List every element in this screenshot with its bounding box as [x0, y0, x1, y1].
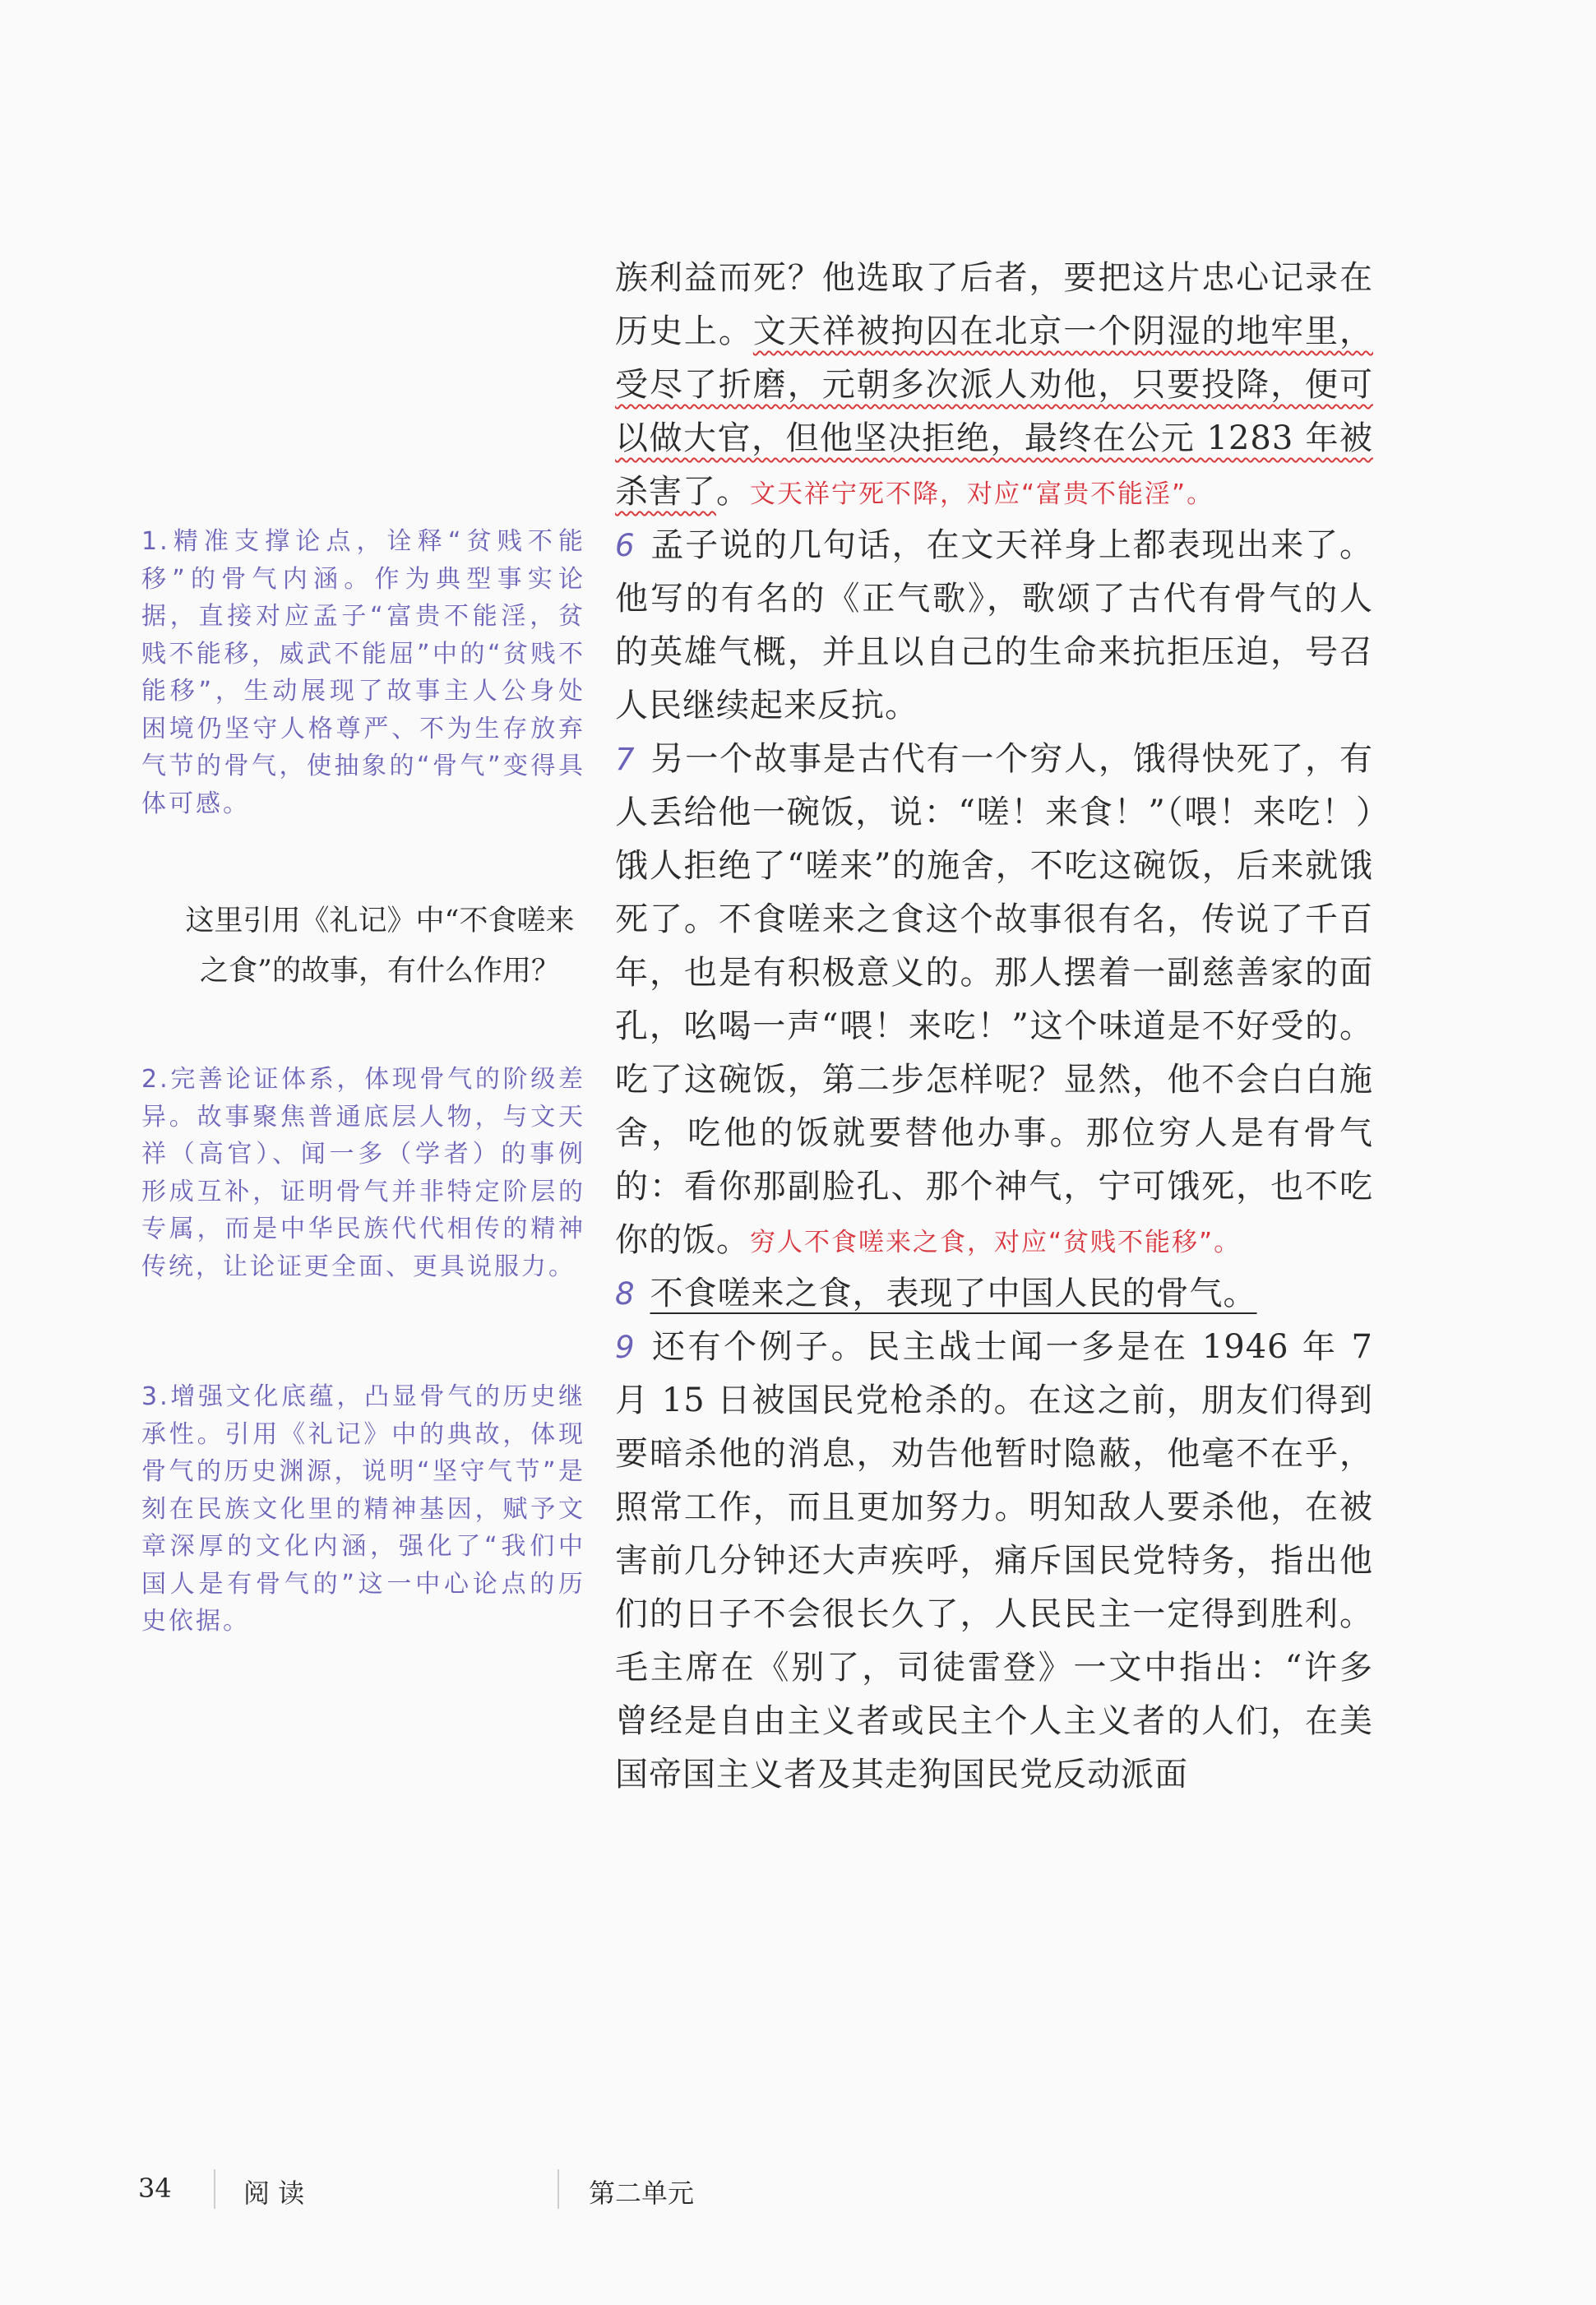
paragraph-number-6: 6: [615, 528, 636, 563]
paragraph-5-wavy-underline: 文天祥被拘囚在北京一个阴湿的地牢里，受尽了折磨，元朝多次派人劝他，只要投降，便可以做大官，但他坚决拒绝，最终在公元 1283 年被杀害了: [615, 312, 1374, 511]
footer-divider: [557, 2169, 559, 2209]
paragraph-5: [615, 252, 1373, 519]
paragraph-9: [615, 1321, 1373, 1802]
annotation-poor-man: 穷人不食嗟来之食，对应“贫贱不能移”。: [750, 1228, 1242, 1257]
page-number: 34: [138, 2173, 172, 2204]
paragraph-8-text: 不食嗟来之食，表现了中国人民的骨气。: [650, 1275, 1257, 1312]
paragraph-7-text: 另一个故事是古代有一个穷人，饿得快死了，有人丢给他一碗饭，说：“嗟！来食！”（喂！来吃！）饿人拒绝了“嗟来”的施舍，不吃这碗饭，后来就饿死了。不食嗟来之食这个故事很有名，传说了千百年，也是有积极意义的。那人摆着一副慈善家的面孔，吆喝一声“喂！来吃！”这个味道是不好受的。吃了这碗饭，第二步怎样呢？显然，他不会白白施舍，吃他的饭就要替他办事。那位穷人是有骨气的：看你那副脸孔、那个神气，宁可饿死，也不吃你的饭。: [615, 740, 1373, 1259]
footer-unit: 第二单元: [589, 2178, 695, 2209]
footer-divider: [214, 2169, 215, 2209]
page-footer: [138, 2173, 1536, 2222]
paragraph-7: [615, 733, 1373, 1267]
margin-note-3: 3.增强文化底蕴，凸显骨气的历史继承性。引用《礼记》中的典故，体现骨气的历史渊源，说明“坚守气节”是刻在民族文化里的精神基因，赋予文章深厚的文化内涵，强化了“我们中国人是有骨气的”这一中心论点的历史依据。: [141, 1382, 585, 1636]
footer-section: 阅 读: [243, 2178, 305, 2209]
paragraph-number-9: 9: [615, 1330, 636, 1365]
paragraph-8: [615, 1267, 1373, 1321]
margin-note-2: 2.完善论证体系，体现骨气的阶级差异。故事聚焦普通底层人物，与文天祥（高官）、闻一多（学者）的事例形成互补，证明骨气并非特定阶层的专属，而是中华民族代代相传的精神传统，让论证更全面、更具说服力。: [141, 1065, 585, 1281]
margin-note-1: 1.精准支撑论点，诠释“贫贱不能移”的骨气内涵。作为典型事实论据，直接对应孟子“富贵不能淫，贫贱不能移，威武不能屈”中的“贫贱不能移”，生动展现了故事主人公身处困境仍坚守人格尊严、不为生存放弃气节的骨气，使抽象的“骨气”变得具体可感。: [141, 527, 585, 818]
paragraph-5-end: 。: [716, 473, 750, 511]
margin-question: 这里引用《礼记》中“不食嗟来之食”的故事，有什么作用？: [185, 905, 575, 988]
paragraph-5-lead: 族利益而死？他选取了后者，要把这片忠心记录在历史上。: [615, 259, 1373, 350]
paragraph-number-7: 7: [615, 742, 636, 777]
annotation-wen-tianxiang: 文天祥宁死不降，对应“富贵不能淫”。: [750, 479, 1214, 509]
paragraph-6: [615, 519, 1373, 733]
paragraph-9-text: 还有个例子。民主战士闻一多是在 1946 年 7 月 15 日被国民党枪杀的。在这之前，朋友们得到要暗杀他的消息，劝告他暂时隐蔽，他毫不在乎，照常工作，而且更加努力。明知敌人要杀他，在被害前几分钟还大声疾呼，痛斥国民党特务，指出他们的日子不会很长久了，人民民主一定得到胜利。毛主席在《别了，司徒雷登》一文中指出：“许多曾经是自由主义者或民主个人主义者的人们，在美国帝国主义者及其走狗国民党反动派面: [615, 1328, 1373, 1794]
paragraph-number-8: 8: [615, 1276, 636, 1312]
paragraph-6-text: 孟子说的几句话，在文天祥身上都表现出来了。他写的有名的《正气歌》，歌颂了古代有骨气的人的英雄气概，并且以自己的生命来抗拒压迫，号召人民继续起来反抗。: [615, 526, 1373, 724]
main-text: [615, 252, 1373, 1802]
